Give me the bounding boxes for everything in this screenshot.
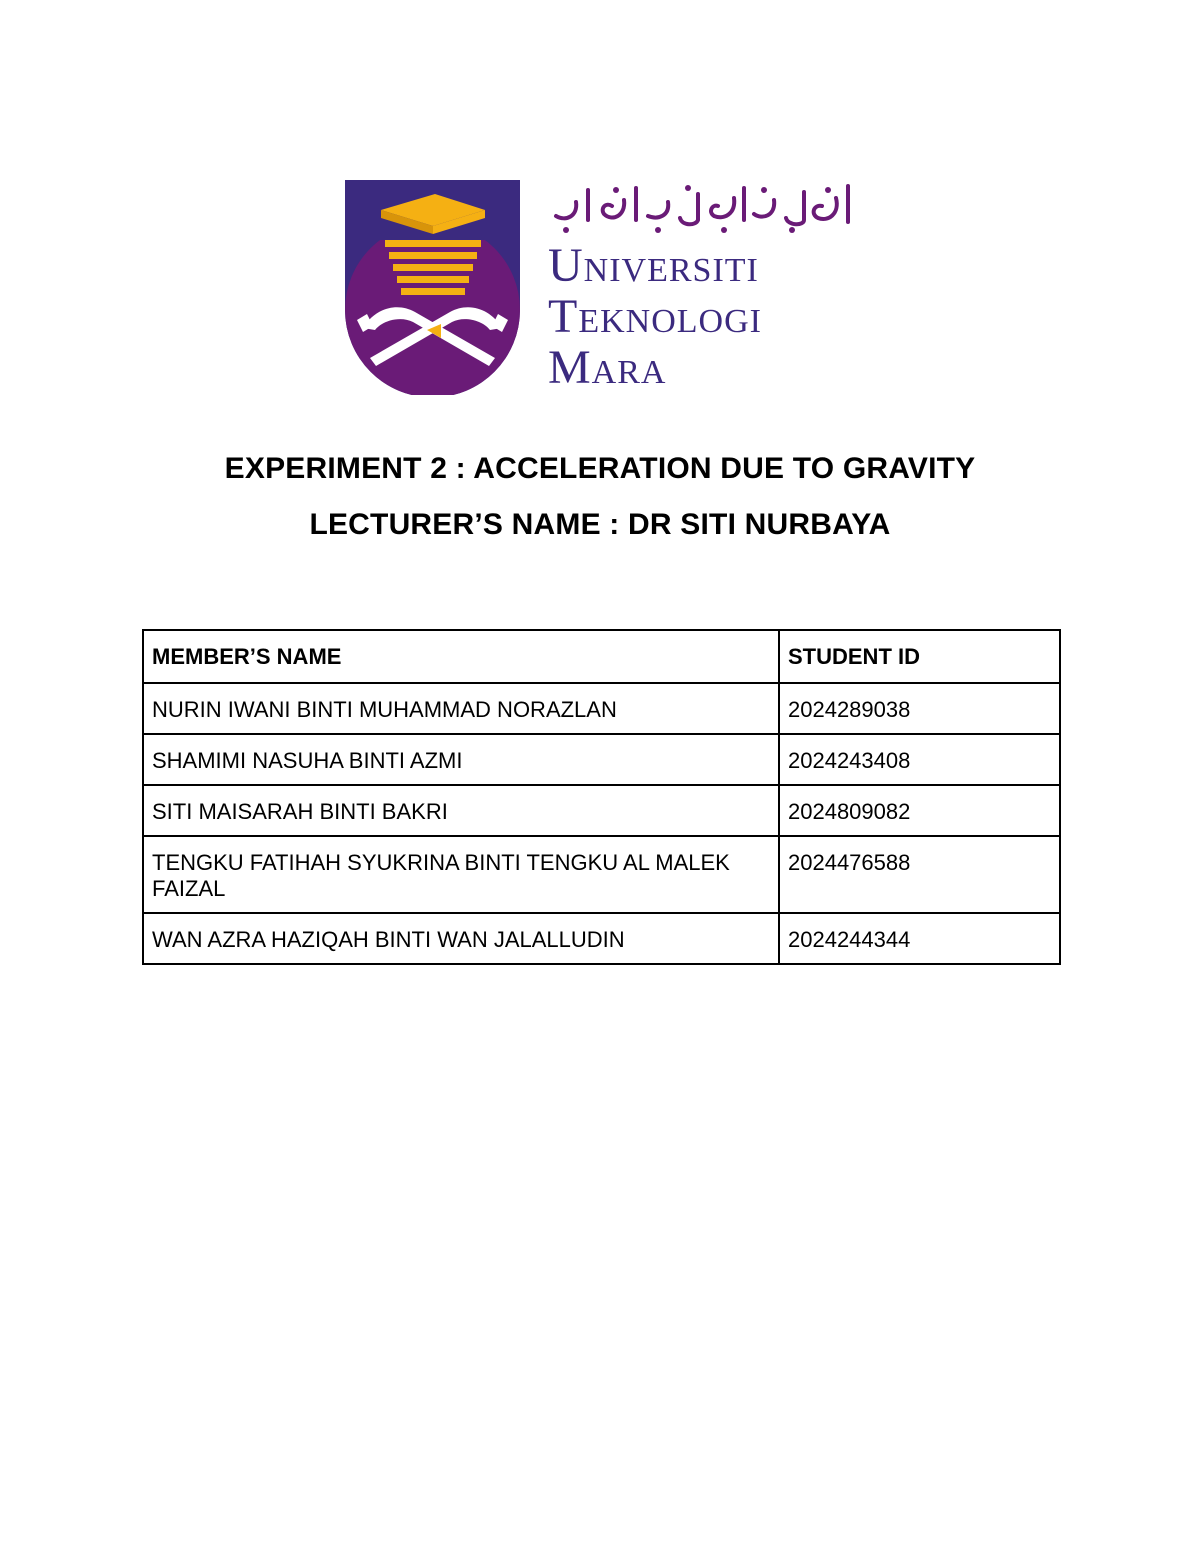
- table-row: [143, 734, 1060, 785]
- university-logo: [345, 178, 865, 398]
- student-id-cell: 2024243408: [779, 734, 1060, 785]
- member-name-header: MEMBER’S NAME: [143, 630, 779, 683]
- student-id-cell: 2024809082: [779, 785, 1060, 836]
- member-name-cell: SITI MAISARAH BINTI BAKRI: [143, 785, 779, 836]
- student-id-cell: 2024244344: [779, 913, 1060, 964]
- member-name-cell: TENGKU FATIHAH SYUKRINA BINTI TENGKU AL MALEK FAIZAL: [143, 836, 779, 913]
- members-table: [142, 629, 1061, 965]
- table-row: [143, 683, 1060, 734]
- uitm-crest-icon: [345, 180, 520, 395]
- student-id-header: STUDENT ID: [779, 630, 1060, 683]
- wordmark-line-1: Universiti: [548, 239, 759, 292]
- student-id-cell: 2024289038: [779, 683, 1060, 734]
- student-id-cell: 2024476588: [779, 836, 1060, 913]
- member-name-cell: NURIN IWANI BINTI MUHAMMAD NORAZLAN: [143, 683, 779, 734]
- wordmark-line-2: Teknologi: [548, 290, 762, 343]
- table-header-row: [143, 630, 1060, 683]
- jawi-script-icon: [548, 178, 860, 238]
- experiment-title: EXPERIMENT 2 : ACCELERATION DUE TO GRAVITY: [224, 452, 976, 485]
- member-name-cell: SHAMIMI NASUHA BINTI AZMI: [143, 734, 779, 785]
- table-row: [143, 785, 1060, 836]
- table-row: [143, 913, 1060, 964]
- lecturer-name: LECTURER’S NAME : DR SITI NURBAYA: [309, 508, 891, 541]
- university-wordmark: [548, 240, 762, 393]
- member-name-cell: WAN AZRA HAZIQAH BINTI WAN JALALLUDIN: [143, 913, 779, 964]
- wordmark-line-3: Mara: [548, 341, 667, 394]
- table-row: [143, 836, 1060, 913]
